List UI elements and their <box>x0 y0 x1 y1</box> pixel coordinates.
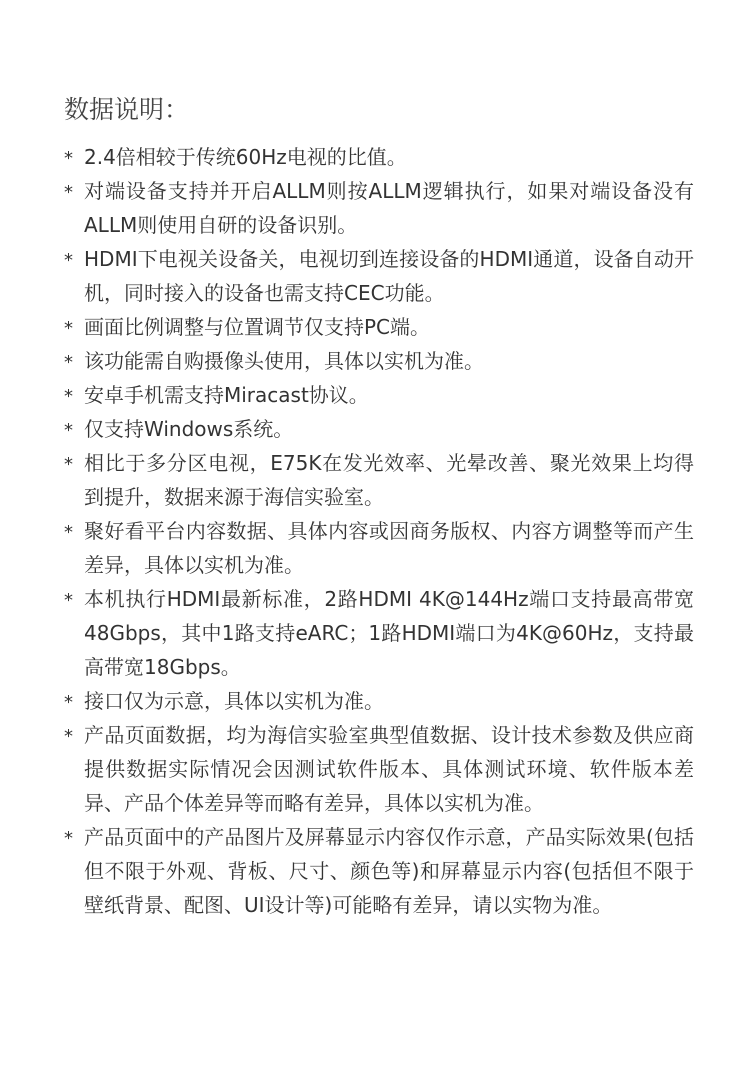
note-text: 2.4倍相较于传统60Hz电视的比值。 <box>84 145 407 169</box>
bullet-asterisk-icon: * <box>64 318 73 339</box>
bullet-asterisk-icon: * <box>64 420 73 441</box>
note-item <box>64 174 694 242</box>
note-text: 聚好看平台内容数据、具体内容或因商务版权、内容方调整等而产生差异，具体以实机为准。 <box>84 519 694 577</box>
section-title: 数据说明： <box>64 95 190 124</box>
note-item <box>64 140 694 174</box>
note-item <box>64 412 694 446</box>
note-text: 该功能需自购摄像头使用，具体以实机为准。 <box>84 349 484 373</box>
notes-list <box>64 140 694 922</box>
bullet-asterisk-icon: * <box>64 590 73 611</box>
note-text: 接口仅为示意，具体以实机为准。 <box>84 689 384 713</box>
note-item <box>64 820 694 922</box>
note-text: 对端设备支持并开启ALLM则按ALLM逻辑执行，如果对端设备没有ALLM则使用自研的设备识别。 <box>84 179 694 237</box>
note-item <box>64 378 694 412</box>
note-item <box>64 310 694 344</box>
note-text: 产品页面中的产品图片及屏幕显示内容仅作示意，产品实际效果(包括但不限于外观、背板、尺寸、颜色等)和屏幕显示内容(包括但不限于壁纸背景、配图、UI设计等)可能略有差异，请以实物为准。 <box>84 825 694 917</box>
note-item <box>64 514 694 582</box>
bullet-asterisk-icon: * <box>64 692 73 713</box>
bullet-asterisk-icon: * <box>64 182 73 203</box>
bullet-asterisk-icon: * <box>64 726 73 747</box>
note-text: HDMI下电视关设备关，电视切到连接设备的HDMI通道，设备自动开机，同时接入的设备也需支持CEC功能。 <box>84 247 694 305</box>
note-text: 相比于多分区电视，E75K在发光效率、光晕改善、聚光效果上均得到提升，数据来源于海信实验室。 <box>84 451 694 509</box>
note-item <box>64 582 694 684</box>
note-text: 画面比例调整与位置调节仅支持PC端。 <box>84 315 431 339</box>
note-text: 产品页面数据，均为海信实验室典型值数据、设计技术参数及供应商提供数据实际情况会因测试软件版本、具体测试环境、软件版本差异、产品个体差异等而略有差异，具体以实机为准。 <box>84 723 694 815</box>
note-item <box>64 684 694 718</box>
data-notes-section <box>64 92 694 922</box>
note-text: 本机执行HDMI最新标准，2路HDMI 4K@144Hz端口支持最高带宽48Gbps，其中1路支持eARC；1路HDMI端口为4K@60Hz，支持最高带宽18Gbps。 <box>84 587 694 679</box>
note-item <box>64 446 694 514</box>
bullet-asterisk-icon: * <box>64 454 73 475</box>
note-item <box>64 718 694 820</box>
bullet-asterisk-icon: * <box>64 352 73 373</box>
note-item <box>64 242 694 310</box>
note-item <box>64 344 694 378</box>
bullet-asterisk-icon: * <box>64 828 73 849</box>
note-text: 安卓手机需支持Miracast协议。 <box>84 383 369 407</box>
bullet-asterisk-icon: * <box>64 250 73 271</box>
bullet-asterisk-icon: * <box>64 386 73 407</box>
note-text: 仅支持Windows系统。 <box>84 417 294 441</box>
bullet-asterisk-icon: * <box>64 148 73 169</box>
bullet-asterisk-icon: * <box>64 522 73 543</box>
